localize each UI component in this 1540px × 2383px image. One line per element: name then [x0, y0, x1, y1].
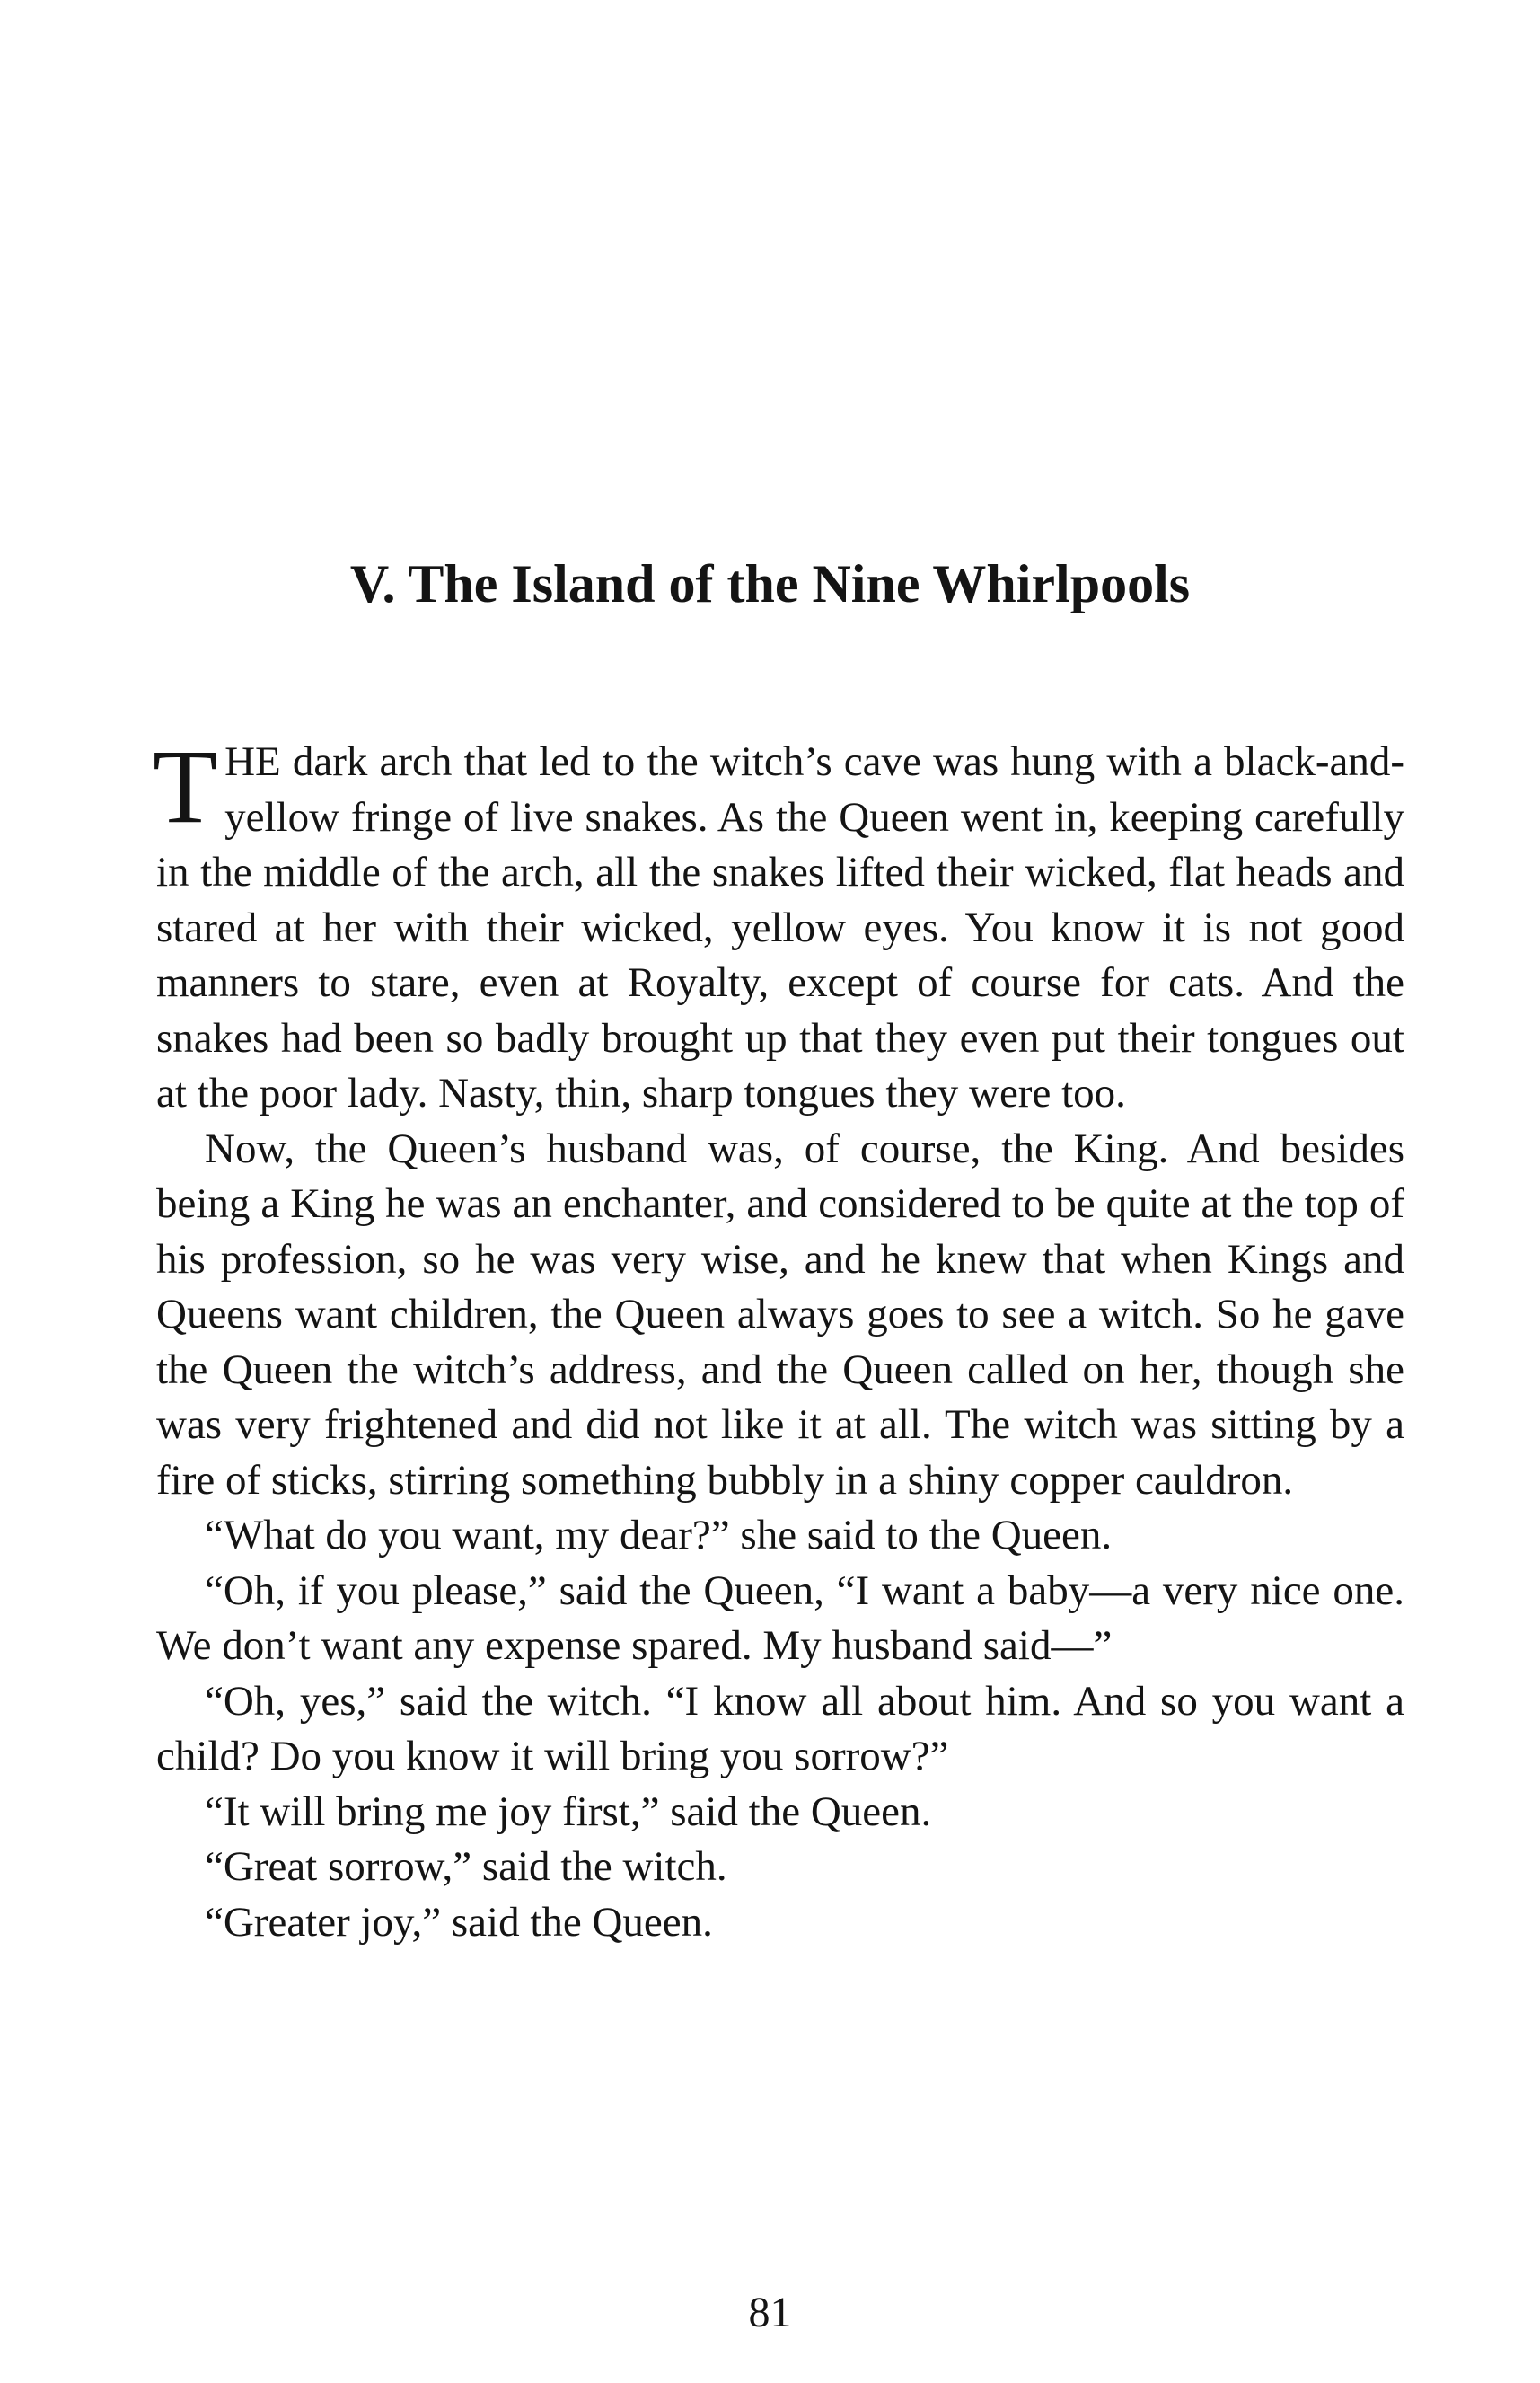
paragraph-5: “Oh, yes,” said the witch. “I know all about him. And so you want a child? Do you know it will bring you sorrow?” — [156, 1677, 1404, 1779]
paragraph-2: Now, the Queen’s husband was, of course, the King. And besides being a King he was an enchanter, and considered to be quite at the top of his profession, so he was very wise, and he knew that when Kings and Queens want children, the Queen always goes to see a witch. So he gave the Queen the witch’s address, and the Queen called on her, though she was very frightened and did not like it at all. The witch was sitting by a fire of sticks, stirring something bubbly in a shiny copper cauldron. — [156, 1125, 1404, 1504]
paragraph-8: “Greater joy,” said the Queen. — [205, 1898, 713, 1946]
paragraph-3: “What do you want, my dear?” she said to the Queen. — [205, 1512, 1113, 1558]
page-number: 81 — [748, 2289, 792, 2336]
paragraph-7: “Great sorrow,” said the witch. — [205, 1843, 727, 1890]
chapter-body — [153, 728, 1404, 1950]
paragraph-1-text: HE dark arch that led to the witch’s cave was hung with a black-and-yellow fringe of live snakes. As the Queen went in, keeping carefully in the middle of the arch, all the snakes lifted their wicked, flat heads and stared at her with their wicked, yellow eyes. You know it is not good manners to stare, even at Royalty, except of course for cats. And the snakes had been so badly brought up that they even put their tongues out at the poor lady. Nasty, thin, sharp tongues they were too. — [156, 738, 1404, 1116]
paragraph-1 — [153, 728, 1404, 1122]
drop-cap: T — [153, 728, 218, 845]
paragraph-6: “It will bring me joy first,” said the Queen. — [205, 1787, 932, 1835]
chapter-title: V. The Island of the Nine Whirlpools — [349, 554, 1191, 613]
paragraph-4: “Oh, if you please,” said the Queen, “I want a baby—a very nice one. We don’t want any expense spared. My husband said—” — [156, 1567, 1404, 1669]
